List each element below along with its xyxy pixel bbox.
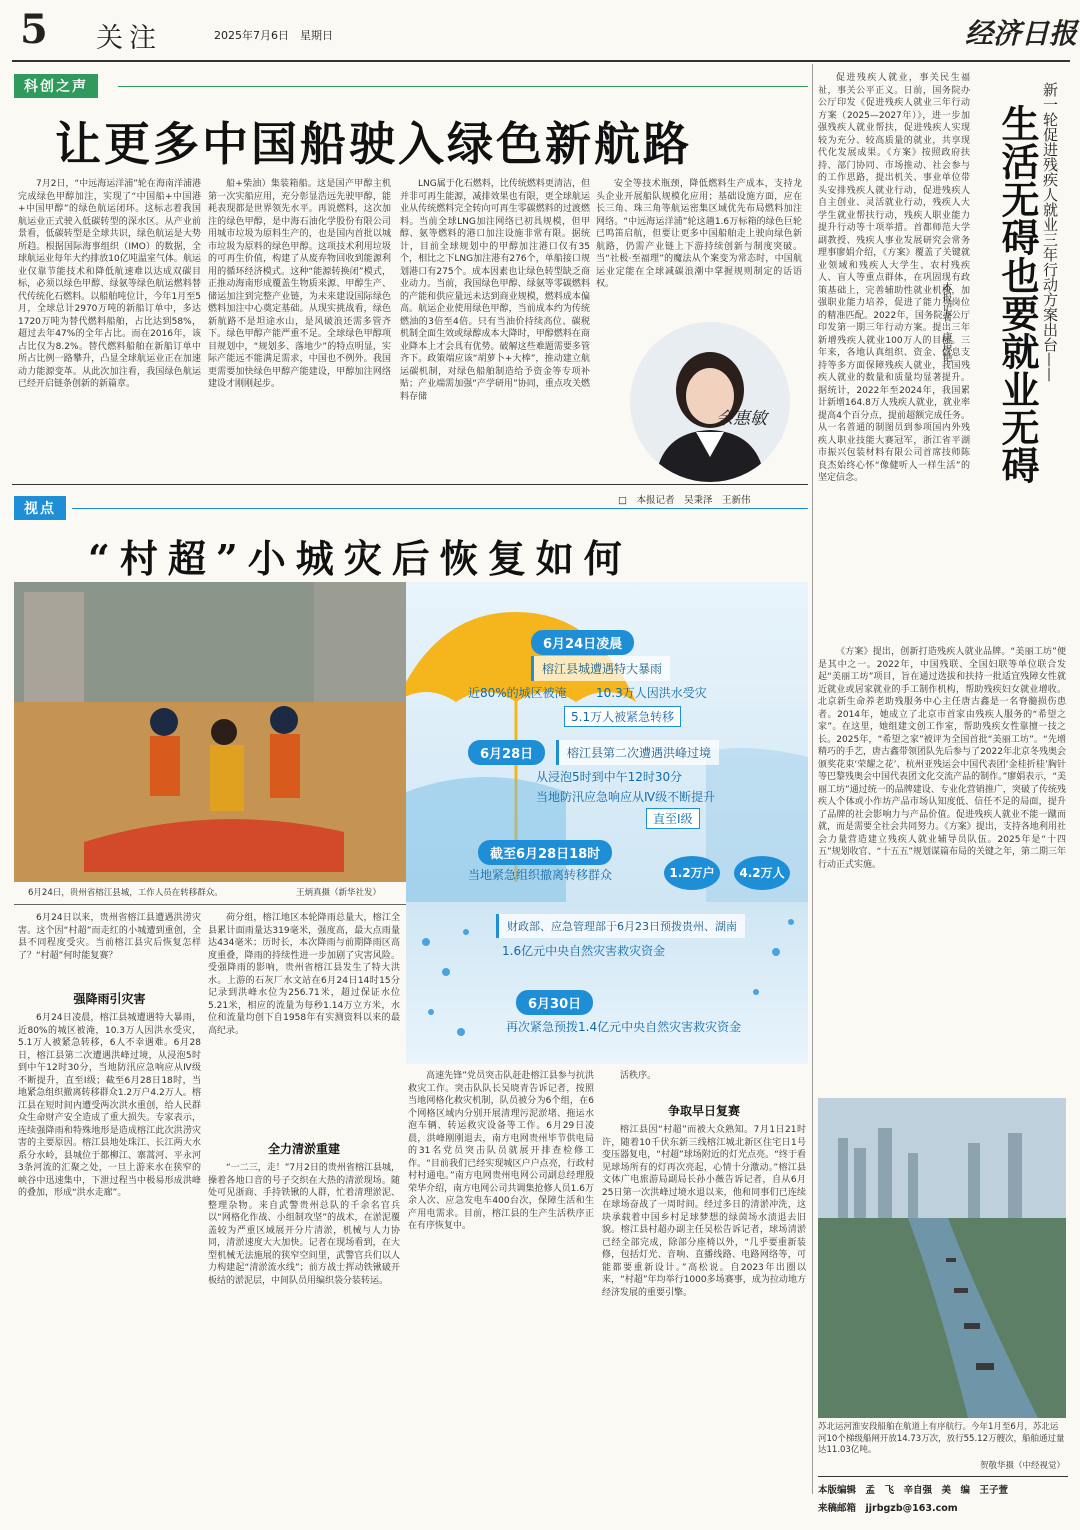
- photo-caption: [28, 886, 223, 898]
- stat-value: 4.2万人: [734, 856, 790, 890]
- header-rule: [12, 60, 1070, 62]
- article-column: 7月2日，“中远海运洋浦”轮在海南洋浦港完成绿色甲醇加注，实现了“中国船+中国港+中国甲醇”的绿色航运闭环。这标志着我国航运业正式驶入低碳转型的深水区。从产业前景看，低碳转型是全球共识，绿色航运是大势所趋。根据国际海事组织（IMO）的数据，全球航运业每年大约排放10亿吨温室气体。航运业仅靠节能技术和降低航速难以达成双碳目标，必须以绿色甲醇、绿氨等绿色航运燃料替代传统化石燃料。以船舶吨位计，今年1月至5月，全球总计2970万吨的新船订单中，多达1720万吨为替代燃料船舶，占比达到58%，超过去年47%的全年占比。而在2016年，该占比仅为8.2%。替代燃料船舶在新船订单中所占比例一路攀升，凸显全球航运业正在加速动力能源变革。从此次加注看，我国绿色航运已经开启链条创新的新篇章。: [18, 179, 201, 389]
- article-column: 船+柴油）集装箱船。这是国产甲醇主机第一次实船应用，充分彰显浩远先驶甲醇，能耗表现都是世界领先水平。再说燃料，这次加注的绿色甲醇，是中海石油化学股份有限公司用城市垃圾为原料生产的，也是国内首批以城市垃圾为原料的绿色甲醇。这项技术利用垃圾的可再生价值，构建了从废弃物回收到能源利用的循环经济模式。这种“能源转换闭”模式，正推动海南形成覆盖生物质来源、甲醇生产、储运加注到完整产业链，为未来建设国际绿色燃料加注中心奠定基础。从现实挑战看，绿色新航路不是坦途水山，是风破浪还需多管齐下。绿色甲醇产能严重不足。全球绿色甲醇项目规划中，“规划多、落地少”的特点明显，实际产能远不能满足需求，中国也不例外。我国更需要加快绿色甲醇产能建设，甲醇加注网络建设才刚刚起步。: [208, 179, 391, 389]
- article-column: “一二三，走！”7月2日的贵州省榕江县城，操着各地口音的号子交织在大热的清淤现场。随处可见浙商、手持铁锹的人群，忙着清理淤泥、整理杂物。来自武警贵州总队的千余名官兵以“网格化作战、小组制攻坚”的战术，在淤泥覆盖较为严重区域展开分片清淤，机械与人力协同，清淤速度大大加快。记者在现场看到，在大型机械无法施展的狭窄空间里，武警官兵们以人力构建起“清淤流水线”；前方战士挥动铁锹破开板结的淤泥层，中间队员用编织袋分装转运。: [208, 1163, 400, 1286]
- rescue-photo: [14, 582, 406, 882]
- caption-rule: [14, 904, 406, 905]
- stat-value: 直至Ⅰ级: [646, 808, 700, 829]
- footer-rule: [818, 1476, 1068, 1477]
- top-bottom-rule: [12, 484, 808, 485]
- stat-value: 从浸泡5时到中午12时30分: [536, 770, 683, 784]
- funding-note: 财政部、应急管理部于6月23日预拨贵州、湖南: [496, 914, 745, 938]
- photo-credit: 王炳真摄（新华社发）: [296, 888, 382, 898]
- stat-value: 5.1万人被紧急转移: [564, 706, 681, 727]
- subheading: 强降雨引灾害: [73, 992, 146, 1006]
- author-portrait: [630, 322, 790, 482]
- headline: 让更多中国船驶入绿色新航路: [55, 117, 692, 171]
- category-rule: [118, 86, 808, 87]
- category-label: 科创之声: [14, 74, 98, 98]
- timeline-date: 6月28日: [468, 740, 545, 765]
- canal-credit: 贺敬华摄（中经视觉）: [980, 1461, 1066, 1471]
- timeline-date: 6月30日: [516, 990, 593, 1015]
- timeline-date: 截至6月28日18时: [478, 840, 612, 865]
- timeline-date: 6月24日凌晨: [531, 630, 634, 655]
- feature-headline: “村超”小城灾后恢复如何: [88, 536, 632, 581]
- stat-value: 1.2万户: [664, 856, 720, 890]
- subheading: 全力清淤重建: [267, 1142, 340, 1156]
- stat-value: 10.3万人因洪水受灾: [596, 686, 707, 700]
- funding-amount: 1.6亿元中央自然灾害救灾资金: [502, 944, 666, 958]
- article-column: 荷分组，榕江地区本轮降雨总量大，榕江全县累计面雨量达319毫米，强度高，最大点雨量达434毫米；历时长，本次降雨与前期降雨区高度重叠，降雨的持续性进一步加剧了灾害风险。受强降雨的影响，贵州省榕江县发生了特大洪水。上游的石灰厂水文站在6月24日14时15分记录到洪峰水位为256.71米，超过保证水位5.21米，相应的流量为每秒1.14万立方米，水位和流量均创下自1958年有实测资料以来的最高纪录。: [208, 913, 400, 1036]
- canal-photo: [818, 1098, 1066, 1418]
- sidebar-kicker: 新一轮促进残疾人就业三年行动方案出台——: [1041, 82, 1059, 382]
- category-rule: [72, 508, 808, 509]
- section-name: 关注: [96, 23, 162, 54]
- stat-value: 再次紧急预拨1.4亿元中央自然灾害救灾资金: [506, 1020, 742, 1034]
- timeline-event: 榕江县城遭遇特大暴雨: [531, 656, 670, 681]
- sidebar-column: 《方案》提出，创新打造残疾人就业品牌。“美丽工坊”便是其中之一。2022年，中国残联、全国妇联等单位联合发起“美丽工坊”项目，旨在通过选拔和扶持一批适宜残障女性就近就业或居家就业的手工制作机构，帮助残疾妇女就业增收。北京新生命养老助残服务中心主任唐古鑫是一名脊髓损伤患者。2014年，她成立了北京市首家由残疾人服务的“希望之家”。在这里，她组建文创工作室，帮助残疾女性靠擅一技之长。2025年，“希望之家”被评为全国首批“美丽工坊”。“先增精巧的手艺，唐古鑫带领团队先后参与了2022年北京冬残奥会颁奖花束‘荣耀之花’、杭州亚残运会中国代表团‘金桂折桂’胸针等巴黎残奥会中国代表团文化交流产品的制作。”廖娟表示，“美丽工坊”通过统一的品牌建设、专业化营销推广，突破了传统残疾人个体或小作坊产品市场认知度低、信任不足的局面，提升了品牌的社会影响力与产品价值。促进残疾人就业不能一蹴而就，而是需要全社会共同努力。《方案》提出，支持各地利用社会力量营造建立残疾人就业辅导员队伍。2025年是“十四五”规划收官、“十五五”规划谋篇布局的关键之年，第二期三年行动正式实施。: [818, 647, 1066, 870]
- article-column: 6月24日以来，贵州省榕江县遭遇洪涝灾害。这个因“村超”而走红的小城遭到重创，全县不同程度受灾。当前榕江县灾后恢复怎样了？“村超”何时能复赛？: [18, 913, 201, 961]
- submission-email: 来稿邮箱 jjrbgzb@163.com: [818, 1503, 958, 1514]
- stat-value: 近80%的城区被淹: [468, 686, 567, 700]
- subheading: 争取早日复赛: [667, 1104, 740, 1118]
- canal-caption: 苏北运河淮安段船舶在航道上有序航行。今年1月至6月，苏北运河10个梯级船闸开放14.73万次，放行55.12万艘次，船舶通过量达11.03亿吨。: [818, 1422, 1065, 1455]
- sidebar-headline: 生活无碍也要就业无碍: [995, 104, 1040, 484]
- infographic: [406, 582, 808, 902]
- sidebar-divider: [812, 64, 813, 1494]
- editor-credits: 本版编辑 孟 飞 辛自强 美 编 王子萱: [818, 1485, 1009, 1496]
- infographic-lower: [406, 902, 808, 1064]
- author-signature: 余惠敏: [716, 409, 767, 429]
- caption-text: 6月24日，贵州省榕江县城，工作人员在转移群众。: [28, 888, 223, 898]
- article-column: 高速先锋”党员突击队赶赴榕江县参与抗洪救灾工作。突击队队长吴晓青告诉记者，按照当地网格化救灾机制，队员被分为6个组，在6个网格区域内分别开展清理污泥淤堵、拖运水泡车辆、转运救灾设备等工作。6月29日凌晨，洪峰刚刚退去，南方电网贵州毕节供电局的31名党员突击队员就展开排查检修工作。“目前我们已经实现城区户户点亮，行政村村村通电。”南方电网贵州电网公司副总经理殷荣华介绍，南方电网公司共调集抢修人员1.6万余人次、应急发电车400台次，保障生活和生产用电需求。目前，榕江县的生产生活秩序正在有序恢复中。: [408, 1071, 594, 1231]
- article-column: 榕江县因“村超”而被大众熟知。7月1日21时许，随着10千伏东新三线榕江城北新区住宅日1号变压器复电，“村超”球场附近的灯光点亮。“终于看见球场所有的灯再次亮起，心情十分激动。”榕江县文体广电旅游局副局长孙小薇告诉记者，自从6月25日第一次洪峰过境水退以来，他和同事们已连续在球场奋战了一周时间。经过多日的清淤冲洗，这块承载着中国乡村足球梦想的绿茵场水渍退去旧貌。榕江县村超办副主任吴松告诉记者，球场清淤已经全部完成，除部分座椅以外，“几乎要重新装修，包括灯光、音响、直播线路、电路网络等，可能都要重新设计。”高松说。自2023年出圈以来，“村超”年均举行1000多场赛事，成为拉动地方经济发展的重要引擎。: [602, 1125, 806, 1298]
- sidebar-reporter: 本报记者 康琼艳: [940, 282, 951, 362]
- stat-value: 当地防汛应急响应从Ⅳ级不断提升: [536, 790, 716, 804]
- page-number: 5: [20, 6, 48, 53]
- article-column: 活秩序。: [620, 1071, 657, 1081]
- article-column: 安全等技术瓶颈，降低燃料生产成本，支持龙头企业开展船队规模化应用；基础设施方面，应在长三角、珠三角等航运密集区域优先布局燃料加注网络。“中远海运洋浦”轮这趟1.6万标箱的绿色巨轮已鸣笛启航，但要让更多中国船舶走上驶向绿色新航路，仍需产业链上下游持续创新与制度突破。当“社极·至福理”的魔法从个案变为常态时，中国航运业定能在全球减碳浪潮中掌握规则制定的话语权。: [596, 179, 802, 289]
- article-column: LNG属于化石燃料，比传统燃料更清洁，但并非可再生能源，减排效果也有限，更全球航运业从传统燃料完全转向可再生零碳燃料的过渡燃料。当前全球LNG加注网络已初具规模，但甲醇、氨等燃料的港口加注设施非常有限。据统计，目前全球规划中的甲醇加注港口仅有35个，相比之下LNG加注港有276个，单船接口规划港口有275个。成本因素也让绿色转型缺乏商业动力。当前，我国绿色甲醇、绿氨等零碳燃料的产能和供应量远未达到商业规模，燃料成本偏高。航运企业使用绿色甲醇，当前成本约为传统燃油的3倍至4倍。只有当油价持续高位、碳税机制全面生效或绿醇成本大降时，甲醇燃料在商业降本上才会具有优势。破解这些难题需要多管齐下。政策端应该“胡萝卜+大棒”，推动建立航运碳机制，对绿色船舶制造给予资金等专项补贴；产业端需加强“产学研用”协同，重点攻关燃料存储: [400, 179, 590, 402]
- sidebar-column: 促进残疾人就业，事关民生福祉，事关公平正义。日前，国务院办公厅印发《促进残疾人就业三年行动方案（2025—2027年）》，进一步加强残疾人就业帮扶，促进残疾人实现较为充分、较高质量的就业，共享现代化发展成果。《方案》按照政府扶持、部门协同、市场推动、社会参与的工作思路，提出机关、事业单位带头安排残疾人就业行动，促进残疾人自主创业、灵活就业行动，残疾人大学生就业帮扶行动，残疾人职业能力提升行动等十项举措。首都师范大学副教授、残疾人事业发展研究会常务理事廖娟介绍，《方案》覆盖了关键就业领域和残疾人大学生、农村残疾人、盲人等重点群体，在巩固现有政策基础上，完善辅助性就业机构，加强职业能力培养，促进了能力与岗位的精准匹配。2022年，国务院办公厅印发第一期三年行动方案。提出三年新增残疾人就业100万人的目标。三年来，各地认真组织、资金、信息支持等多方面保障残疾人就业，我国残疾人就业的数量和质量均显著提升。据统计，2022年至2024年，我国累计新增164.8万人残疾人就业，就业率提高4个百分点，提前超额完成任务。从一名普通的制图员到参项国内外残疾人职业技能大赛冠军，浙江省平湖市振兴包装材料有限公司首席技师陈良杰始终心怀“像健听人一样生活”的坚定信念。: [818, 73, 970, 483]
- stat-value: 当地紧急组织撤离转移群众: [468, 868, 613, 882]
- masthead-logo: 经济日报: [965, 17, 1078, 50]
- byline: □ 本报记者 吴秉泽 王新伟: [618, 495, 751, 506]
- article-column: 6月24日凌晨，榕江县城遭遇特大暴雨，近80%的城区被淹，10.3万人因洪水受灾，5.1万人被紧急转移，6人不幸遇难。6月28日，榕江县第二次遭遇洪峰过境，从浸泡5时到中午12时30分，当地防汛应急响应从Ⅳ级不断提升，直至Ⅰ级；截至6月28日18时，当地紧急组织撤离转移群众1.2万户4.2万人。榕江县在短时间内遭受两次洪水重创，给人民群众生命财产安全造成了重大损失。专家表示，连续强降雨和特殊地形是造成榕江此次洪涝灾害的主要原因。榕江县地处珠江、长江两大水系分水岭，县城位于都柳江、寨蒿河、平永河3条河流的汇聚之处，一旦上游来水在狭窄的峡谷中迅速集中，下泄过程当中极易形成洪峰的叠加，形成“洪水走廊”。: [18, 1013, 201, 1198]
- issue-date: 2025年7月6日 星期日: [214, 29, 333, 42]
- timeline-event: 榕江县第二次遭遇洪峰过境: [556, 740, 719, 765]
- category-label: 视点: [14, 496, 66, 520]
